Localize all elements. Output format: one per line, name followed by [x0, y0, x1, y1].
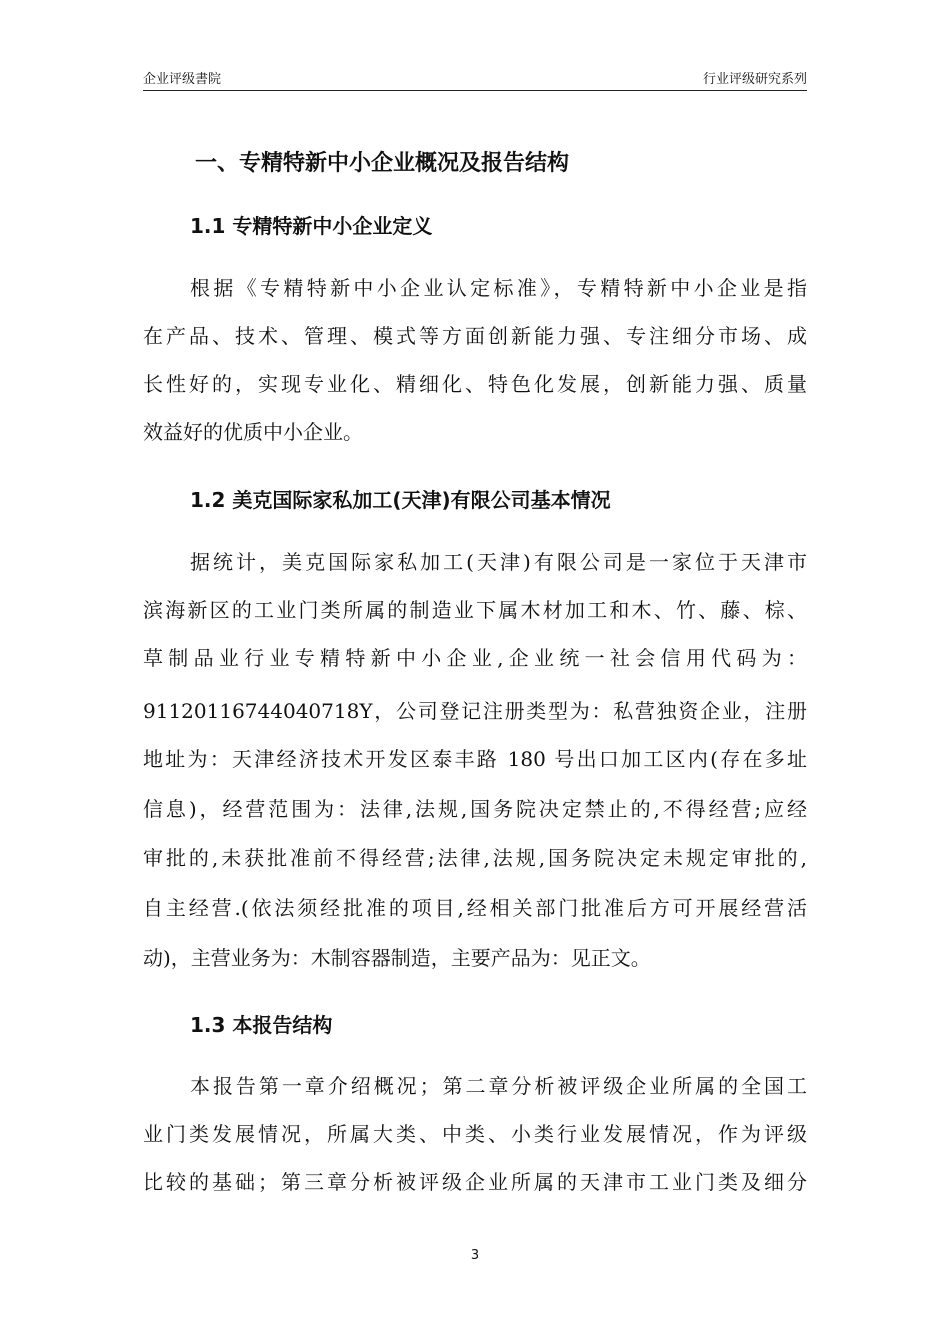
paragraph-line: 信息)，经营范围为：法律,法规,国务院决定禁止的,不得经营;应经: [143, 797, 807, 821]
paragraph-line: 动)，主营业务为：木制容器制造，主要产品为：见正文。: [143, 946, 651, 970]
paragraph-line: 审批的,未获批准前不得经营;法律,法规,国务院决定未规定审批的,: [143, 846, 807, 870]
paragraph-line: 效益好的优质中小企业。: [143, 420, 363, 444]
header-publisher: 企业评级書院: [143, 72, 222, 87]
paragraph-line: 业门类发展情况，所属大类、中类、小类行业发展情况，作为评级: [143, 1122, 807, 1146]
paragraph-line: 滨海新区的工业门类所属的制造业下属木材加工和木、竹、藤、棕、: [143, 598, 807, 622]
section-heading-1-3: 1.3 本报告结构: [190, 1013, 333, 1037]
paragraph-line: 据统计，美克国际家私加工(天津)有限公司是一家位于天津市: [190, 550, 807, 574]
paragraph-line: 在产品、技术、管理、模式等方面创新能力强、专注细分市场、成: [143, 324, 807, 348]
paragraph-line: 本报告第一章介绍概况；第二章分析被评级企业所属的全国工: [190, 1074, 807, 1098]
paragraph-line: 根据《专精特新中小企业认定标准》，专精特新中小企业是指: [190, 276, 807, 300]
page-header: [143, 68, 807, 91]
paragraph-line: 地址为：天津经济技术开发区泰丰路 180 号出口加工区内(存在多址: [143, 747, 807, 771]
header-series: 行业评级研究系列: [702, 72, 807, 87]
section-heading-1-2: 1.2 美克国际家私加工(天津)有限公司基本情况: [190, 488, 611, 512]
paragraph-line: 长性好的，实现专业化、精细化、特色化发展，创新能力强、质量: [143, 372, 807, 396]
section-heading-1-1: 1.1 专精特新中小企业定义: [190, 214, 433, 238]
chapter-title: 一、专精特新中小企业概况及报告结构: [195, 151, 570, 176]
paragraph-line: 自主经营.(依法须经批准的项目,经相关部门批准后方可开展经营活: [143, 896, 807, 920]
paragraph-line: 91120116744040718Y，公司登记注册类型为：私营独资企业，注册: [143, 699, 807, 723]
page-number: 3: [470, 1248, 480, 1263]
paragraph-line: 草制品业行业专精特新中小企业,企业统一社会信用代码为：: [143, 646, 807, 670]
paragraph-line: 比较的基础；第三章分析被评级企业所属的天津市工业门类及细分: [143, 1170, 807, 1194]
